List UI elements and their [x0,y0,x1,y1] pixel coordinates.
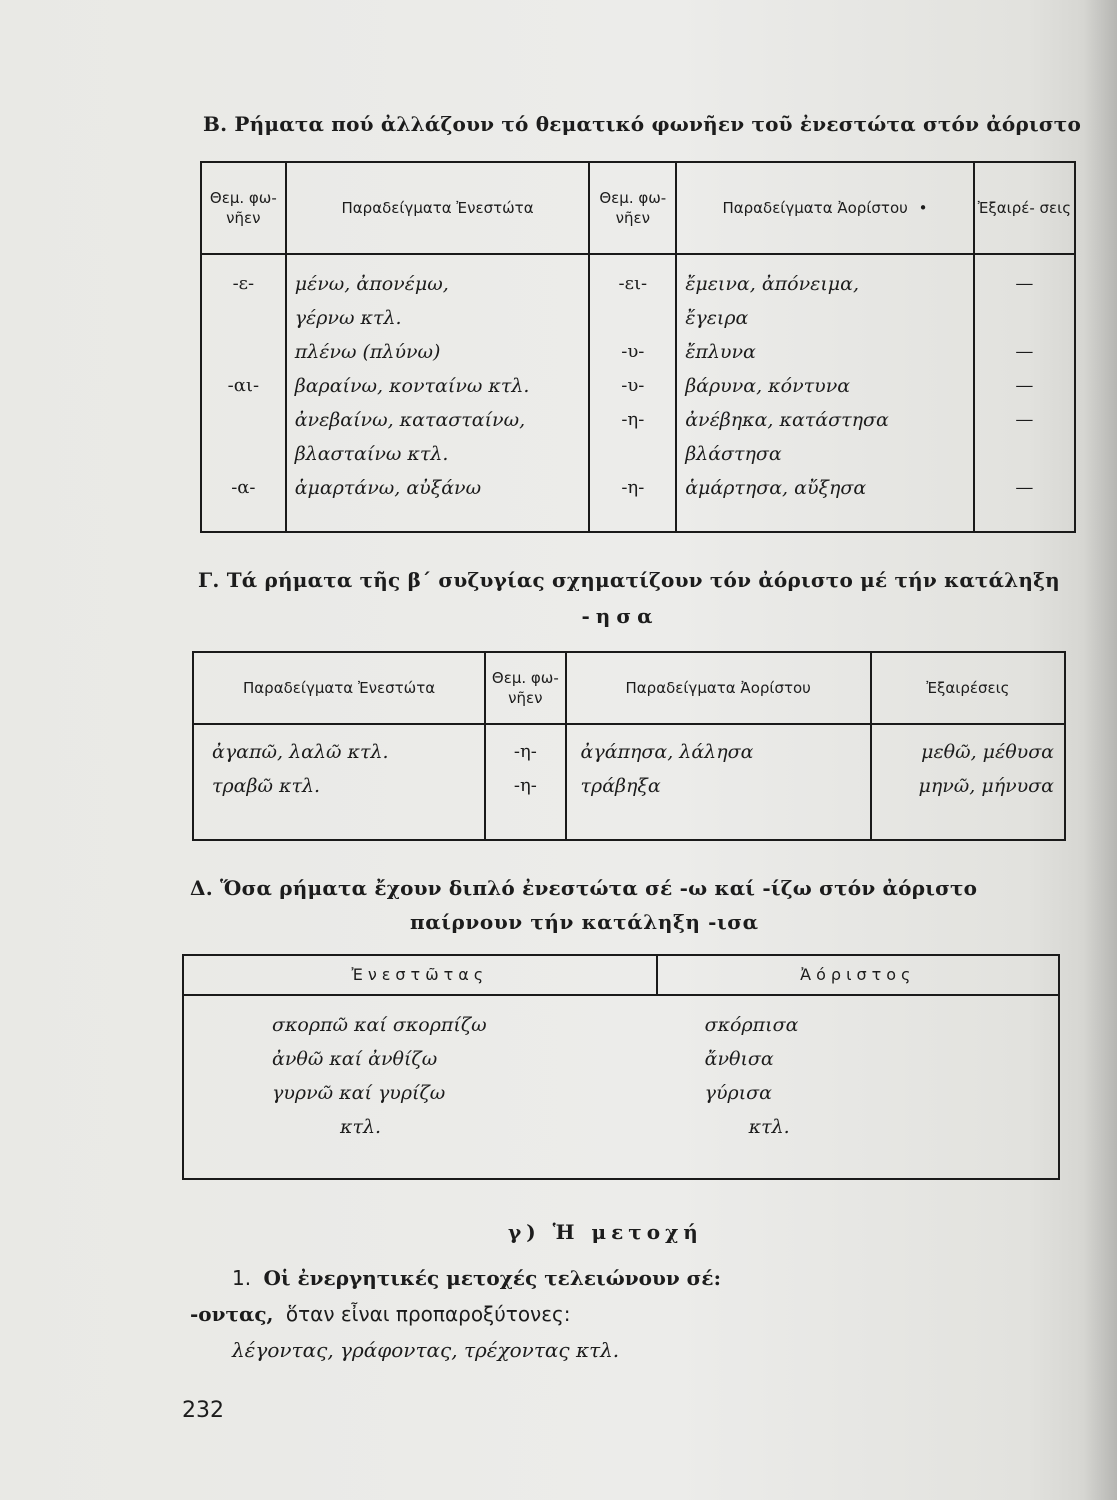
c-col-aorist [566,724,871,840]
d-header-present: Ἐνεστῶτας [183,955,657,995]
c-header-present: Παραδείγματα Ἐνεστώτα [193,652,485,724]
c-stem-cell: -η- [513,775,537,796]
b-header-present-examples: Παραδείγματα Ἐνεστώτα [286,162,590,254]
c-col-stem [485,724,565,840]
b-stem-present-cell [203,403,284,437]
b-stem-present-cell: -α- [231,477,256,498]
c-present-cell: ἀγαπῶ, λαλῶ κτλ. [212,741,389,763]
b-header-exceptions: Ἐξαιρέ- σεις [974,162,1075,254]
b-present-example: γέρνω κτλ. [294,307,402,329]
b-aorist-example: ἔγειρα [685,307,749,329]
d-present-cell: γυρνῶ καί γυρίζω [272,1082,446,1104]
b-exception-cell: — [1015,477,1034,498]
page-gutter-shadow [1083,0,1117,1500]
section-c-table [192,651,1066,841]
b-aorist-example: ἁμάρτησα, αὔξησα [685,477,867,499]
c-header-aorist: Παραδείγματα Ἀορίστου [566,652,871,724]
b-stem-aorist-cell: -υ- [621,341,645,362]
participle-ending-line [190,1302,571,1326]
participle-item-1 [232,1266,721,1290]
b-present-example: βαραίνω, κονταίνω κτλ. [294,375,530,397]
c-header-exceptions: Ἐξαιρέσεις [871,652,1065,724]
b-stem-present-cell [203,301,284,335]
c-header-stem: Θεμ. φω- νῆεν [485,652,565,724]
b-stem-present-cell [203,335,284,369]
b-aorist-example: βλάστησα [685,443,782,465]
d-present-cell: κτλ. [340,1116,382,1138]
c-present-cell: τραβῶ κτλ. [212,775,321,797]
b-present-example: μένω, ἀπονέμω, [294,273,449,295]
section-d-title-line1: Δ. Ὅσα ρήματα ἔχουν διπλό ἐνεστώτα σέ -ω καί -ίζω στόν ἀόριστο [190,876,978,900]
b-header-aorist-examples [676,162,974,254]
c-aorist-cell: τράβηξα [580,775,661,797]
b-exception-cell [976,437,1073,471]
c-aorist-cell: ἀγάπησα, λάλησα [580,741,754,763]
b-col-stem-aorist [589,254,676,532]
c-stem-cell: -η- [513,741,537,762]
b-aorist-example: ἀνέβηκα, κατάστησα [685,409,889,431]
section-c-suffix: -ησα [581,604,659,628]
d-aorist-cell: κτλ. [748,1116,790,1138]
b-header-dot: • [918,199,928,217]
section-d-table [182,954,1060,1180]
c-exception-cell: μηνῶ, μήνυσα [918,775,1054,797]
b-present-example: ἁμαρτάνω, αὐξάνω [294,477,482,499]
b-stem-present-cell: -αι- [227,375,260,396]
participle-ending: -οντας, [190,1302,274,1326]
section-c-title: Γ. Τά ρήματα τῆς β΄ συζυγίας σχηματίζουν τόν ἀόριστο μέ τήν κατάληξη [198,568,1060,592]
b-col-exceptions [974,254,1075,532]
d-present-cell: σκορπῶ καί σκορπίζω [272,1014,487,1036]
b-stem-present-cell: -ε- [232,273,255,294]
b-present-example: ἀνεβαίνω, κατασταίνω, [294,409,526,431]
b-col-aorist-examples [676,254,974,532]
b-header-aorist-label: Παραδείγματα Ἀορίστου [722,199,908,217]
b-present-example: βλασταίνω κτλ. [294,443,449,465]
d-aorist-cell: ἄνθισα [704,1048,774,1070]
d-header-aorist: Ἀόριστος [657,955,1059,995]
b-stem-aorist-cell: -η- [621,477,645,498]
d-aorist-cell: γύρισα [704,1082,772,1104]
b-stem-aorist-cell: -η- [621,409,645,430]
participle-item-number: 1. [232,1266,252,1290]
b-aorist-example: βάρυνα, κόντυνα [685,375,851,397]
c-col-present [193,724,485,840]
b-stem-aorist-cell: -ει- [618,273,648,294]
b-header-stem-aorist: Θεμ. φω- νῆεν [589,162,676,254]
b-stem-aorist-cell [591,437,674,471]
d-col-aorist [657,995,1059,1179]
b-exception-cell: — [1015,409,1034,430]
d-col-present [183,995,657,1179]
b-stem-present-cell [203,437,284,471]
b-aorist-example: ἔπλυνα [685,341,756,363]
d-present-cell: ἀνθῶ καί ἀνθίζω [272,1048,438,1070]
participle-examples: λέγοντας, γράφοντας, τρέχοντας κτλ. [232,1338,620,1362]
b-header-stem-present: Θεμ. φω- νῆεν [201,162,286,254]
section-participle-title: γ) Ἡ μετοχή [508,1220,703,1244]
b-exception-cell: — [1015,375,1034,396]
b-stem-aorist-cell [591,301,674,335]
section-d-title-line2: παίρνουν τήν κατάληξη -ισα [410,910,759,934]
b-exception-cell: — [1015,341,1034,362]
b-exception-cell [976,301,1073,335]
b-present-example: πλένω (πλύνω) [294,341,441,363]
page-number: 232 [182,1398,224,1423]
b-col-stem-present [201,254,286,532]
c-exception-cell: μεθῶ, μέθυσα [921,741,1054,763]
participle-ending-rest: ὅταν εἶναι προπαροξύτονες: [285,1302,571,1326]
d-aorist-cell: σκόρπισα [704,1014,799,1036]
c-col-exceptions [871,724,1065,840]
section-b-table [200,161,1076,533]
b-exception-cell: — [1015,273,1034,294]
b-col-present-examples [286,254,590,532]
participle-item-text: Οἱ ἐνεργητικές μετοχές τελειώνουν σέ: [263,1266,721,1290]
section-b-title: Β. Ρήματα πού ἀλλάζουν τό θεματικό φωνῆεν τοῦ ἐνεστώτα στόν ἀόριστο [203,112,1081,136]
b-aorist-example: ἔμεινα, ἀπόνειμα, [685,273,860,295]
b-stem-aorist-cell: -υ- [621,375,645,396]
